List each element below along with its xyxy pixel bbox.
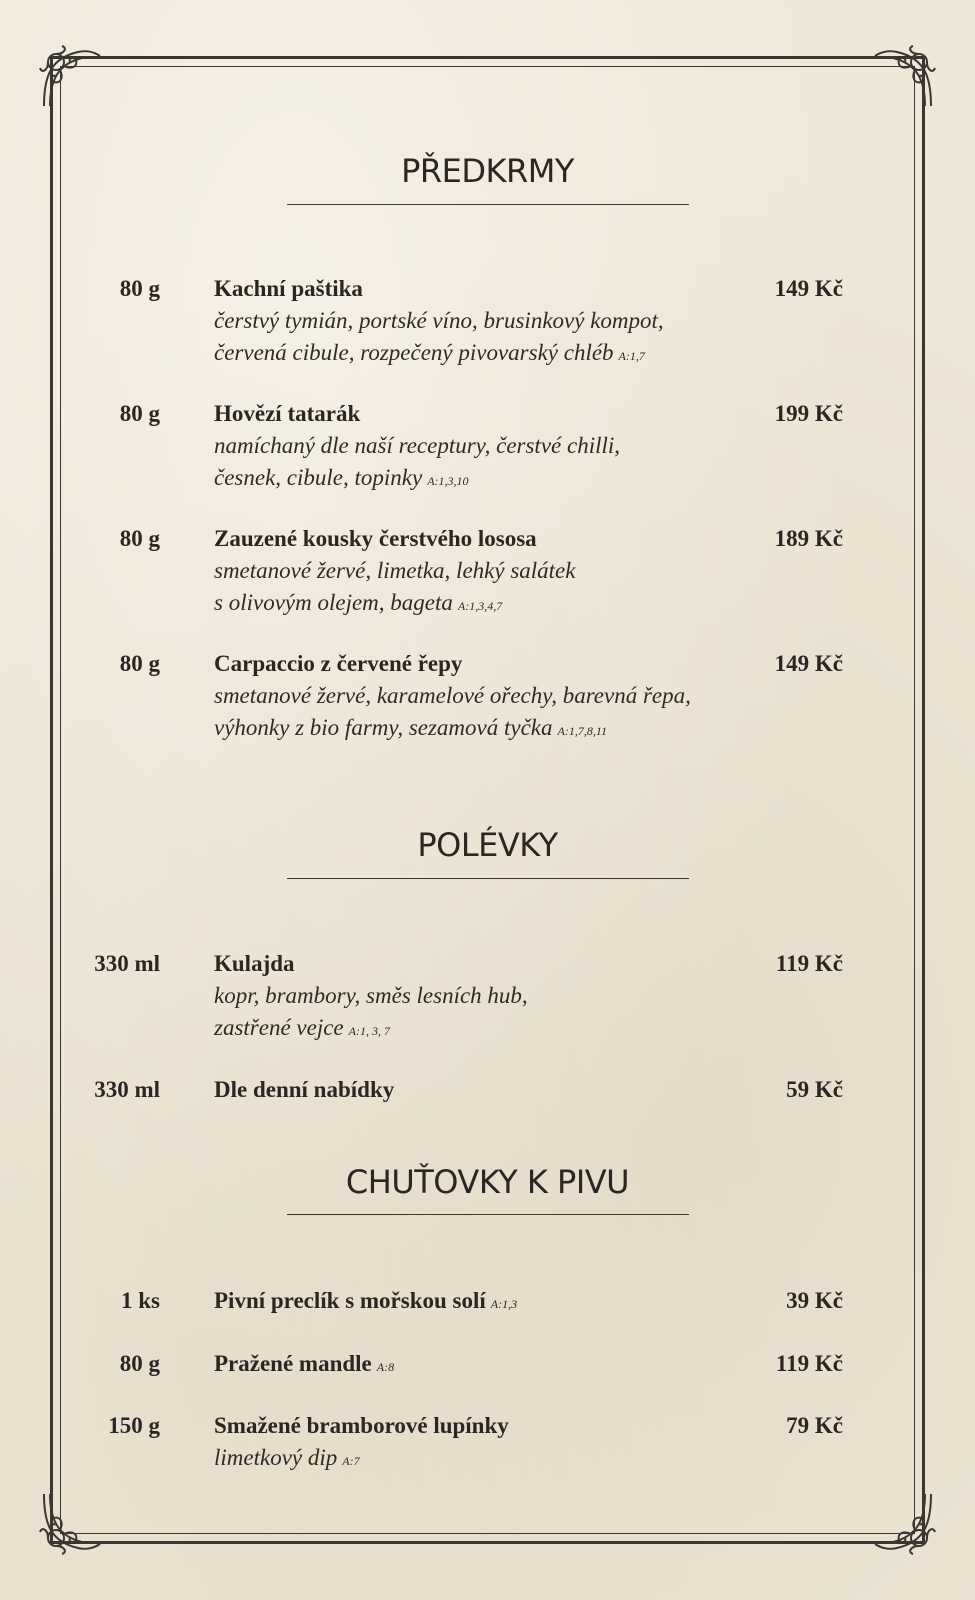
item-allergens: A:8 (376, 1360, 395, 1374)
item-description: s olivovým olejem, bageta A:1,3,4,7 (214, 590, 503, 615)
item-quantity: 80 g (119, 651, 160, 676)
item-allergens: A:1,3 (490, 1297, 518, 1311)
item-allergens: A:1,7 (618, 349, 645, 363)
item-allergens: A:1, 3, 7 (348, 1024, 390, 1038)
item-name: Carpaccio z červené řepy (214, 651, 463, 676)
item-quantity: 80 g (119, 526, 160, 551)
corner-ornament-icon (869, 44, 937, 112)
item-allergens: A:1,3,10 (427, 474, 469, 488)
item-description: limetkový dip A:7 (214, 1445, 360, 1470)
item-description: smetanové žervé, limetka, lehký salátek (214, 558, 576, 583)
item-quantity: 150 g (108, 1413, 160, 1438)
item-description: červená cibule, rozpečený pivovarský chléb A:1,7 (214, 340, 645, 365)
item-quantity: 1 ks (121, 1288, 160, 1313)
item-quantity: 80 g (119, 1351, 160, 1376)
item-price: 39 Kč (786, 1288, 843, 1313)
section-title-chutovky: CHUŤOVKY K PIVU (345, 1163, 630, 1201)
section-divider (287, 204, 689, 205)
item-name: Dle denní nabídky (214, 1077, 395, 1102)
item-description: kopr, brambory, směs lesních hub, (214, 983, 528, 1008)
item-price: 119 Kč (775, 951, 843, 976)
item-description: smetanové žervé, karamelové ořechy, barevná řepa, (214, 683, 691, 708)
item-name: Kulajda (214, 951, 295, 976)
item-description: namíchaný dle naší receptury, čerstvé chilli, (214, 433, 621, 458)
item-price: 59 Kč (786, 1077, 843, 1102)
item-price: 79 Kč (786, 1413, 843, 1438)
item-price: 199 Kč (774, 401, 843, 426)
section-title-polevky: POLÉVKY (417, 826, 558, 864)
corner-ornament-icon (869, 1488, 937, 1556)
item-price: 149 Kč (774, 276, 843, 301)
corner-ornament-icon (38, 1488, 106, 1556)
item-price: 189 Kč (774, 526, 843, 551)
section-title-predkrmy: PŘEDKRMY (401, 152, 574, 190)
item-quantity: 80 g (119, 276, 160, 301)
item-price: 119 Kč (775, 1351, 843, 1376)
item-allergens: A:7 (342, 1454, 360, 1468)
item-description: výhonky z bio farmy, sezamová tyčka A:1,7,8,11 (214, 715, 607, 740)
item-name: Pražené mandle A:8 (214, 1351, 395, 1376)
section-divider (287, 878, 689, 879)
item-name: Zauzené kousky čerstvého lososa (214, 526, 537, 551)
item-quantity: 330 ml (94, 951, 160, 976)
item-allergens: A:1,3,4,7 (457, 599, 503, 613)
section-divider (287, 1214, 689, 1215)
item-name: Kachní paštika (214, 276, 363, 301)
item-name: Hovězí tatarák (214, 401, 361, 426)
item-description: česnek, cibule, topinky A:1,3,10 (214, 465, 469, 490)
item-name: Smažené bramborové lupínky (214, 1413, 509, 1438)
item-description: zastřené vejce A:1, 3, 7 (214, 1015, 390, 1040)
item-allergens: A:1,7,8,11 (557, 724, 607, 738)
item-description: čerstvý tymián, portské víno, brusinkový kompot, (214, 308, 664, 333)
corner-ornament-icon (38, 44, 106, 112)
item-name: Pivní preclík s mořskou solí A:1,3 (214, 1288, 518, 1313)
item-quantity: 330 ml (94, 1077, 160, 1102)
item-quantity: 80 g (119, 401, 160, 426)
item-price: 149 Kč (774, 651, 843, 676)
